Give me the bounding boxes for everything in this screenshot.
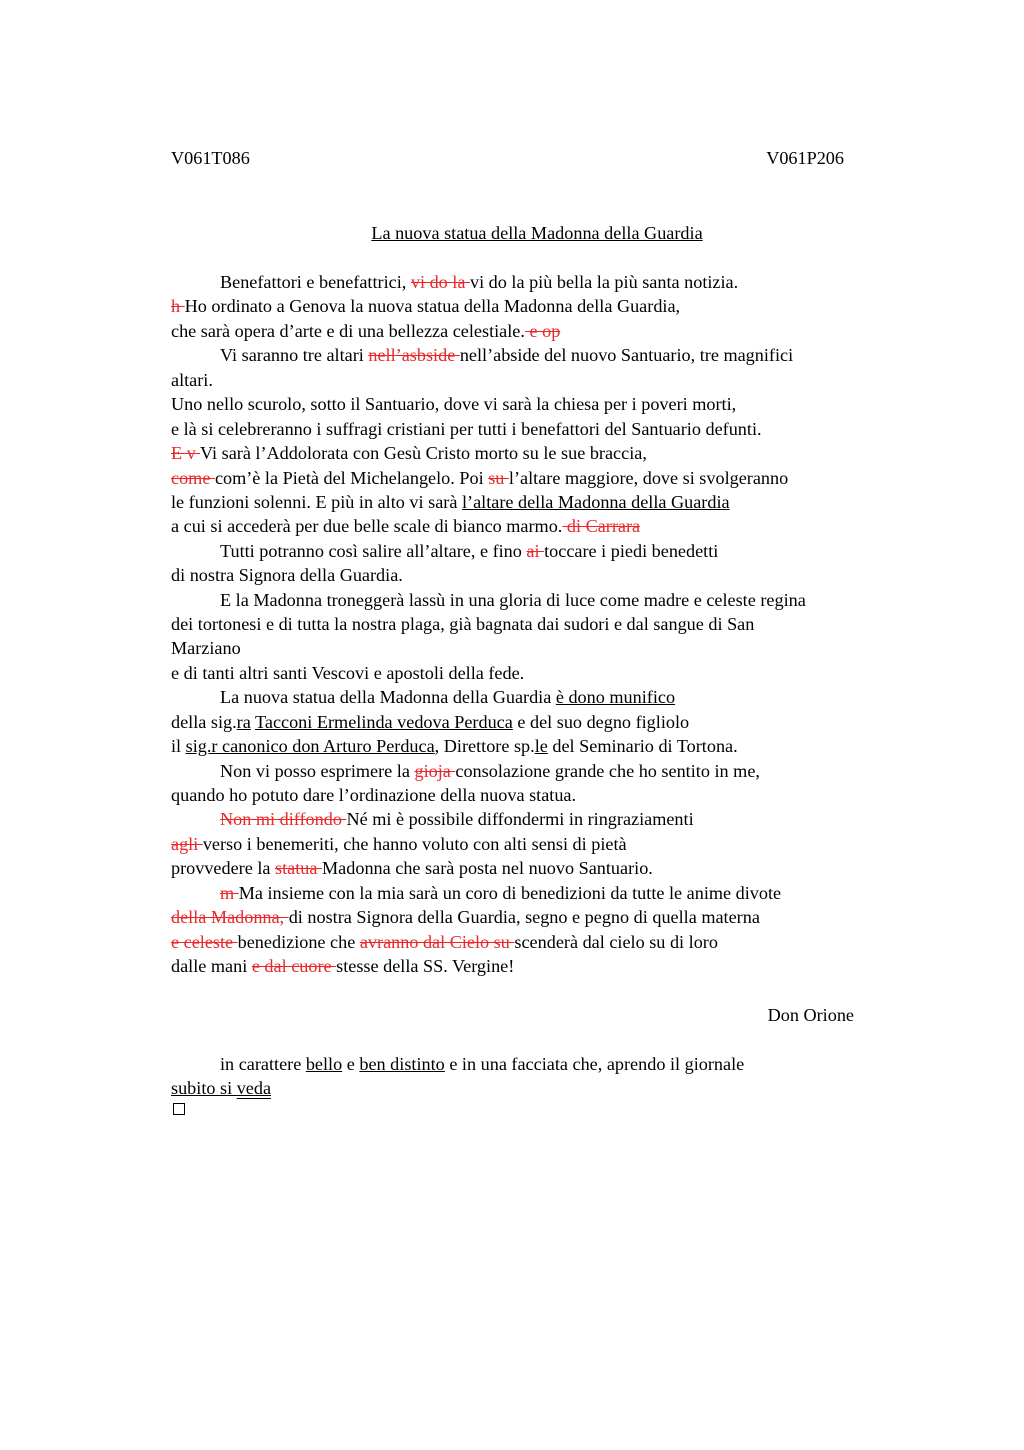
text-run: verso i benemeriti, che hanno voluto con alti sensi di pietà — [202, 834, 627, 854]
text-run: della sig. — [171, 712, 237, 732]
text-run: stesse della SS. Vergine! — [336, 956, 515, 976]
body-line — [220, 808, 694, 830]
body-line — [220, 589, 806, 611]
text-run: benedizione che — [237, 932, 360, 952]
underlined-text: ra — [236, 712, 251, 732]
text-run: e in una facciata che, aprendo il giornale — [444, 1054, 745, 1074]
deleted-text: e dal cuore — [251, 956, 337, 976]
body-line — [171, 442, 647, 464]
text-run: che sarà opera d’arte e di una bellezza celestiale. — [171, 321, 525, 341]
body-line — [220, 540, 718, 562]
text-run: dalle mani — [171, 956, 252, 976]
body-line — [171, 735, 738, 757]
body-line — [171, 295, 680, 317]
deleted-text: e celeste — [171, 932, 238, 952]
text-run: consolazione grande che ho sentito in me, — [455, 761, 760, 781]
underlined-text: sig.r canonico don Arturo Perduca — [185, 736, 435, 756]
text-run: e del suo degno figliolo — [512, 712, 690, 732]
text-run: , Direttore sp. — [434, 736, 535, 756]
body-line — [220, 271, 738, 293]
body-line — [171, 393, 736, 415]
text-run: Ho ordinato a Genova la nuova statua della Madonna della Guardia, — [184, 296, 681, 316]
text-run: e — [342, 1054, 360, 1074]
text-run: Né mi è possibile diffondermi in ringraziamenti — [346, 809, 694, 829]
text-run: Ma insieme con la mia sarà un coro di benedizioni da tutte le anime divote — [238, 883, 782, 903]
deleted-text: nell’asbside — [368, 345, 460, 365]
text-run: Marziano — [171, 638, 241, 658]
text-run: Uno nello scurolo, sotto il Santuario, dove vi sarà la chiesa per i poveri morti, — [171, 394, 737, 414]
text-run: Benefattori e benefattrici, — [220, 272, 411, 292]
text-run: Non vi posso esprimere la — [220, 761, 415, 781]
underlined-text: è dono munifico — [555, 687, 676, 707]
body-line — [171, 662, 524, 684]
body-line — [171, 515, 640, 537]
reference-code-left: V061T086 — [171, 148, 250, 168]
deleted-text: vi do la — [410, 272, 470, 292]
body-line — [171, 906, 760, 928]
deleted-text: della Madonna, — [171, 907, 289, 927]
text-run: Vi sarà l’Addolorata con Gesù Cristo morto su le sue braccia, — [199, 443, 647, 463]
text-run: in carattere — [220, 1054, 306, 1074]
text-run: e là si celebreranno i suffragi cristiani per tutti i benefattori del Santuario defunti. — [171, 419, 762, 439]
underlined-text: l’altare della Madonna della Guardia — [461, 492, 730, 512]
body-line — [171, 637, 241, 659]
text-run: le funzioni solenni. E più in alto vi sarà — [171, 492, 462, 512]
body-line — [220, 344, 793, 366]
text-run: Tutti potranno così salire all’altare, e fino — [220, 541, 527, 561]
body-line — [171, 931, 718, 953]
underlined-text: le — [534, 736, 548, 756]
text-run: provvedere la — [171, 858, 276, 878]
text-run: E la Madonna troneggerà lassù in una gloria di luce come madre e celeste regina — [220, 590, 806, 610]
text-run: com’è la Pietà del Michelangelo. Poi — [214, 468, 489, 488]
note-line — [171, 1077, 271, 1099]
body-line — [171, 418, 762, 440]
checkbox-square-icon — [173, 1103, 185, 1115]
double-underlined-text: veda — [236, 1078, 272, 1098]
body-line — [171, 613, 754, 635]
body-line — [171, 467, 788, 489]
deleted-text: su — [488, 468, 509, 488]
text-run: altari. — [171, 370, 213, 390]
deleted-text: Non mi diffondo — [220, 809, 347, 829]
body-line — [220, 686, 675, 708]
text-run: del Seminario di Tortona. — [547, 736, 738, 756]
signature: Don Orione — [767, 1005, 854, 1025]
text-run: toccare i piedi benedetti — [544, 541, 719, 561]
underlined-text: ben distinto — [359, 1054, 445, 1074]
underlined-text: bello — [305, 1054, 343, 1074]
deleted-text: e op — [524, 321, 561, 341]
text-run: Madonna che sarà posta nel nuovo Santuario. — [322, 858, 653, 878]
body-line — [171, 491, 730, 513]
underlined-text: subito si — [171, 1078, 237, 1098]
text-run: vi do la più bella la più santa notizia. — [469, 272, 739, 292]
body-line — [171, 784, 576, 806]
text-run: di nostra Signora della Guardia, segno e pegno di quella materna — [288, 907, 760, 927]
underlined-text: Tacconi Ermelinda vedova Perduca — [255, 712, 513, 732]
body-line — [171, 711, 689, 733]
text-run: quando ho potuto dare l’ordinazione della nuova statua. — [171, 785, 577, 805]
text-run: nell’abside del nuovo Santuario, tre magnifici — [459, 345, 794, 365]
body-line — [171, 833, 627, 855]
deleted-text: di Carrara — [562, 516, 641, 536]
deleted-text: agli — [171, 834, 203, 854]
text-run: La nuova statua della Madonna della Guardia — [220, 687, 556, 707]
body-line — [220, 760, 760, 782]
text-run: scenderà dal cielo su di loro — [514, 932, 718, 952]
deleted-text: E v — [171, 443, 200, 463]
text-run: l’altare maggiore, dove si svolgeranno — [508, 468, 789, 488]
body-line — [171, 369, 213, 391]
text-run: dei tortonesi e di tutta la nostra plaga, già bagnata dai sudori e dal sangue di San — [171, 614, 755, 634]
text-run: a cui si accederà per due belle scale di bianco marmo. — [171, 516, 563, 536]
deleted-text: gioja — [414, 761, 456, 781]
deleted-text: m — [220, 883, 239, 903]
text-run: il — [171, 736, 186, 756]
deleted-text: come — [171, 468, 215, 488]
text-run: Vi saranno tre altari — [220, 345, 369, 365]
body-line — [220, 882, 781, 904]
body-line — [171, 857, 653, 879]
text-run: di nostra Signora della Guardia. — [171, 565, 403, 585]
body-line — [171, 564, 403, 586]
deleted-text: statua — [275, 858, 323, 878]
deleted-text: avranno dal Cielo su — [359, 932, 515, 952]
body-line — [171, 955, 514, 977]
document-title: La nuova statua della Madonna della Guardia — [371, 223, 703, 243]
reference-code-right: V061P206 — [766, 148, 844, 168]
text-run: e di tanti altri santi Vescovi e apostoli della fede. — [171, 663, 525, 683]
deleted-text: h — [171, 296, 185, 316]
body-line — [171, 320, 560, 342]
note-line — [220, 1053, 744, 1075]
deleted-text: ai — [526, 541, 545, 561]
